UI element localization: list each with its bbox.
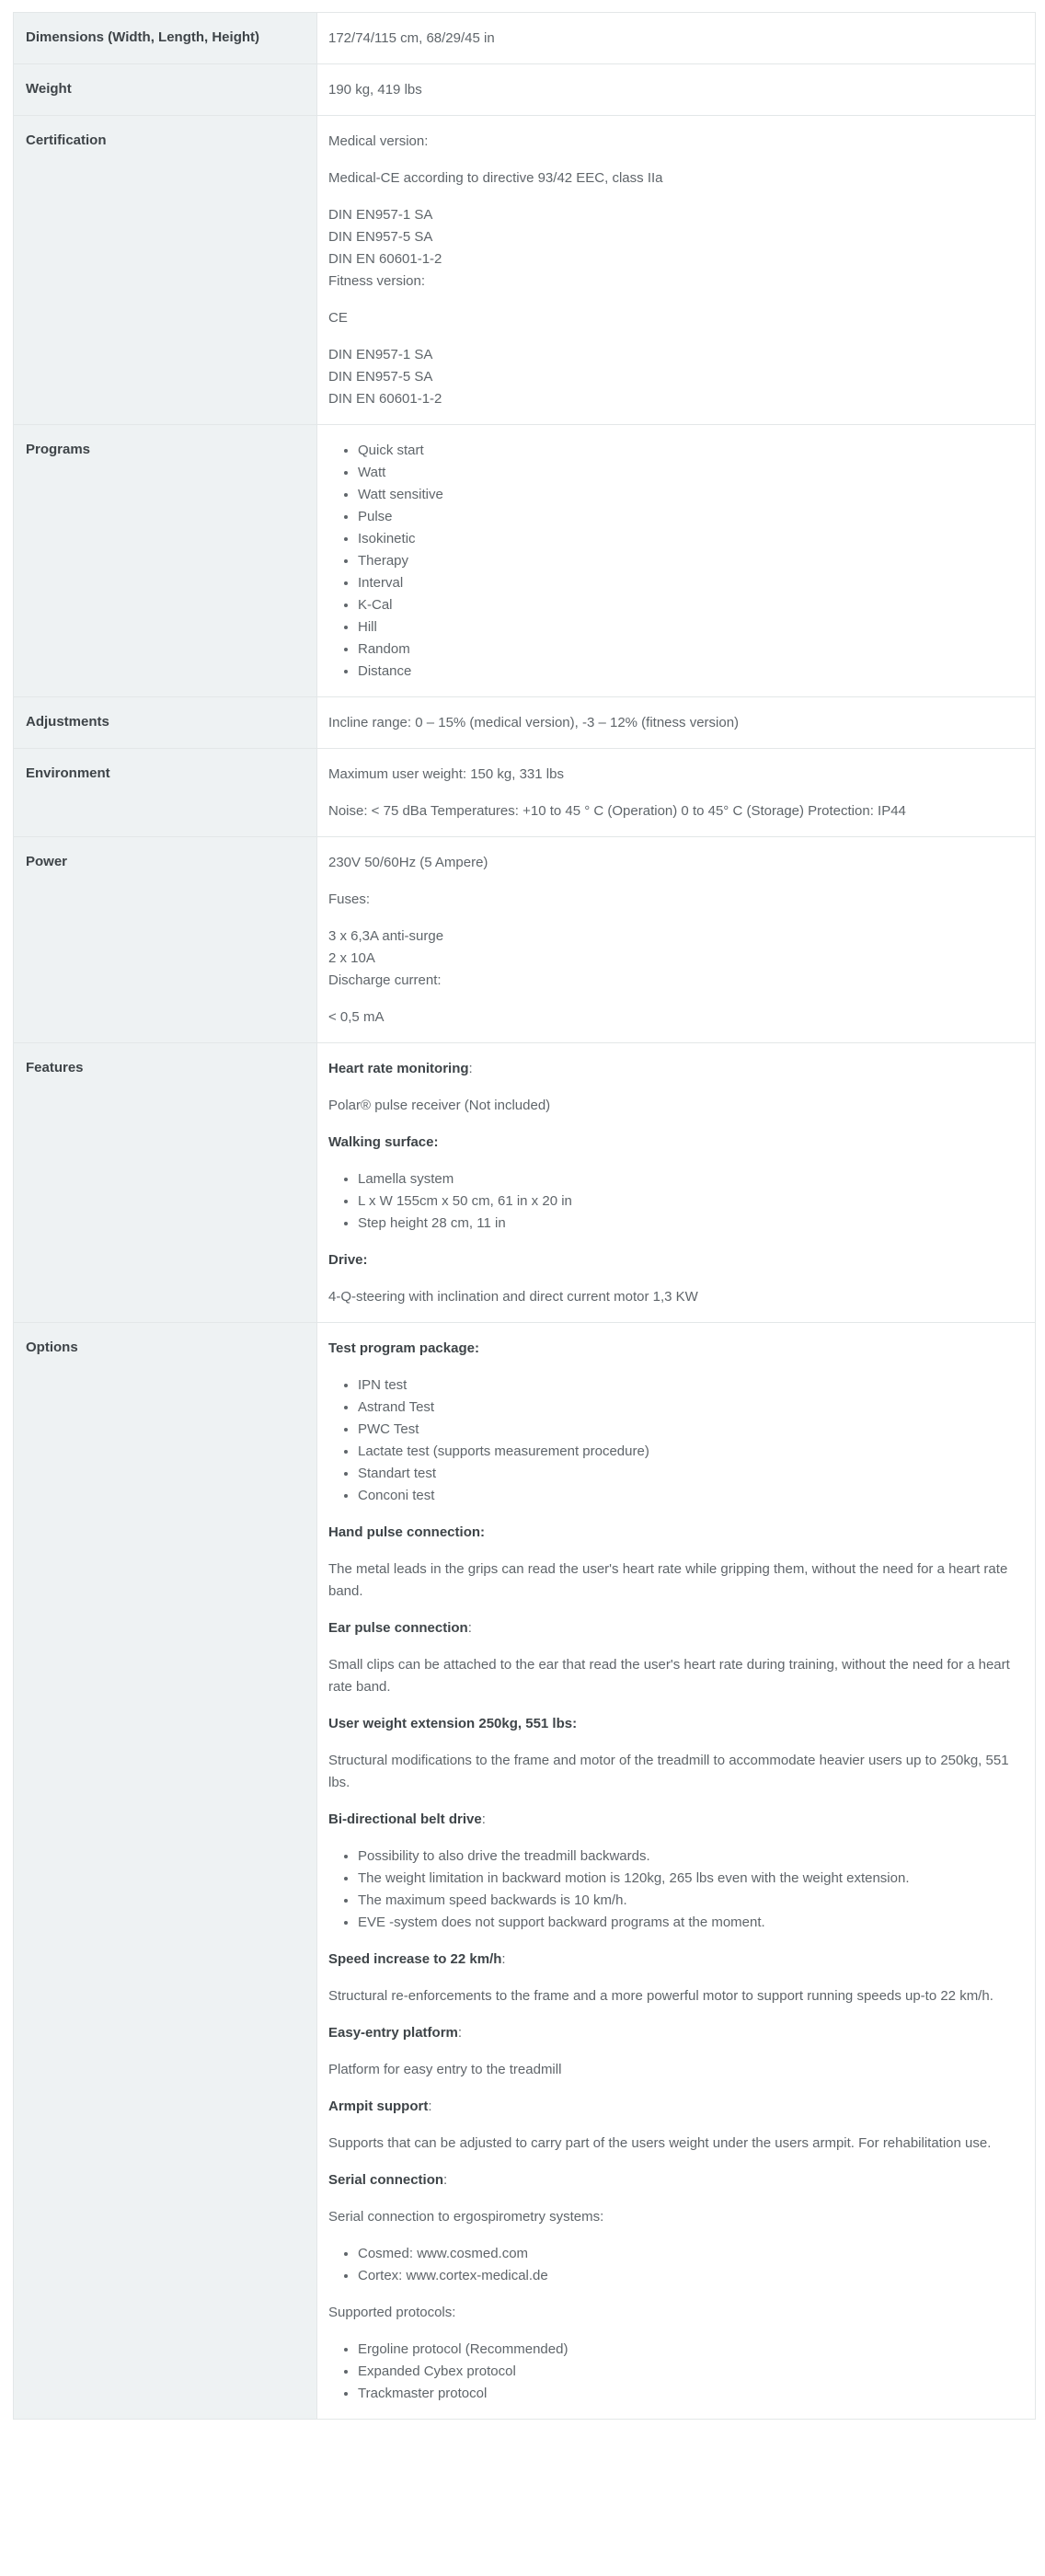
spec-row-dimensions [14,13,1035,64]
spec-row-programs [14,425,1035,697]
spec-label: Certification [14,116,317,424]
list-item: • Pulse [358,506,1024,528]
list-item: • Hill [358,616,1024,638]
bidirectional-list [328,1846,1024,1934]
spec-row-power [14,837,1035,1043]
list-item: • Astrand Test [358,1397,1024,1419]
test-program-heading: Test program package: [328,1340,479,1356]
ear-pulse-heading [328,1617,1024,1639]
list-item: • Trackmaster protocol [358,2383,1024,2405]
fuses-lines [328,926,1024,970]
heading-text: Heart rate monitoring [328,1061,469,1076]
spec-row-features [14,1043,1035,1323]
list-item: • The maximum speed backwards is 10 km/h. [358,1890,1024,1912]
spec-row-environment [14,749,1035,837]
supported-protocols-text: Supported protocols: [328,2305,456,2320]
medical-norms [328,204,1024,270]
list-item: • Watt sensitive [358,484,1024,506]
spec-label: Weight [14,64,317,115]
protocols-list [328,2339,1024,2405]
heart-rate-text: Polar® pulse receiver (Not included) [328,1098,551,1113]
heading-text: Ear pulse connection [328,1620,468,1636]
adjustments-value: Incline range: 0 – 15% (medical version), -3 – 12% (fitness version) [328,715,740,730]
list-item: • Isokinetic [358,528,1024,550]
list-item: • Expanded Cybex protocol [358,2361,1024,2383]
heading-text: Bi-directional belt drive [328,1811,482,1827]
hand-pulse-heading: Hand pulse connection: [328,1524,486,1540]
list-item: • EVE -system does not support backward programs at the moment. [358,1912,1024,1934]
drive-text: 4-Q-steering with inclination and direct current motor 1,3 KW [328,1289,698,1305]
list-item: • IPN test [358,1374,1024,1397]
list-item: • Interval [358,572,1024,594]
spec-value [317,116,1035,424]
list-item: • PWC Test [358,1419,1024,1441]
armpit-support-text: Supports that can be adjusted to carry part of the users weight under the users armpit. For rehabilitation use. [328,2135,992,2151]
heading-colon: : [468,1061,473,1076]
spec-value [317,1323,1035,2419]
ear-pulse-text: Small clips can be attached to the ear that read the user's heart rate during training, without the need for a heart rate band. [328,1657,1010,1695]
fitness-norms [328,344,1024,410]
discharge-value: < 0,5 mA [328,1009,385,1025]
norm-line: DIN EN957-5 SA [328,229,433,245]
list-item: • Standart test [358,1463,1024,1485]
list-item: • Conconi test [358,1485,1024,1507]
list-item: • The weight limitation in backward motion is 120kg, 265 lbs even with the weight extension. [358,1868,1024,1890]
list-item: • Step height 28 cm, 11 in [358,1213,1024,1235]
heading-text: Serial connection [328,2172,444,2188]
medical-ce-text: Medical-CE according to directive 93/42 EEC, class IIa [328,170,663,186]
spec-value [317,697,1035,748]
walking-surface-heading: Walking surface: [328,1134,439,1150]
fitness-version-heading: Fitness version: [328,273,426,289]
fuses-heading: Fuses: [328,891,371,907]
specifications-table [13,12,1036,2420]
speed-increase-text: Structural re-enforcements to the frame and a more powerful motor to support running speeds up-to 22 km/h. [328,1988,993,2004]
spec-label: Dimensions (Width, Length, Height) [14,13,317,63]
spec-value [317,749,1035,836]
spec-label: Power [14,837,317,1042]
spec-row-weight [14,64,1035,116]
spec-label: Adjustments [14,697,317,748]
fitness-ce-text: CE [328,310,348,326]
spec-label: Features [14,1043,317,1322]
spec-row-certification [14,116,1035,425]
spec-label: Programs [14,425,317,696]
heading-colon: : [457,2025,463,2041]
spec-row-adjustments [14,697,1035,749]
weight-extension-heading: User weight extension 250kg, 551 lbs: [328,1716,578,1731]
armpit-support-heading [328,2096,1024,2118]
spec-label: Environment [14,749,317,836]
norm-line: DIN EN957-1 SA [328,347,433,362]
programs-list [328,440,1024,683]
medical-version-heading: Medical version: [328,133,429,149]
fuse-line: 2 x 10A [328,950,375,966]
easy-entry-heading [328,2022,1024,2044]
heading-colon: : [501,1951,506,1967]
list-item: • Ergoline protocol (Recommended) [358,2339,1024,2361]
weight-value: 190 kg, 419 lbs [328,82,422,98]
heading-colon: : [443,2172,448,2188]
list-item: • Possibility to also drive the treadmill backwards. [358,1846,1024,1868]
hand-pulse-text: The metal leads in the grips can read the user's heart rate while gripping them, without the need for a heart rate band. [328,1561,1008,1599]
fuse-line: 3 x 6,3A anti-surge [328,928,444,944]
list-item: • Random [358,638,1024,661]
list-item: • Watt [358,462,1024,484]
list-item: • Lamella system [358,1168,1024,1190]
serial-systems-list [328,2243,1024,2287]
dimensions-value: 172/74/115 cm, 68/29/45 in [328,30,495,46]
list-item: • Cortex: www.cortex-medical.de [358,2265,1024,2287]
spec-value [317,64,1035,115]
norm-line: DIN EN957-5 SA [328,369,433,385]
max-user-weight-text: Maximum user weight: 150 kg, 331 lbs [328,766,564,782]
heading-colon: : [481,1811,486,1827]
spec-value [317,1043,1035,1322]
heading-text: Easy-entry platform [328,2025,458,2041]
list-item: • Quick start [358,440,1024,462]
spec-value [317,837,1035,1042]
list-item: • Cosmed: www.cosmed.com [358,2243,1024,2265]
heading-text: Speed increase to 22 km/h [328,1951,502,1967]
voltage-text: 230V 50/60Hz (5 Ampere) [328,855,488,870]
spec-label: Options [14,1323,317,2419]
list-item: • L x W 155cm x 50 cm, 61 in x 20 in [358,1190,1024,1213]
speed-increase-heading [328,1949,1024,1971]
weight-extension-text: Structural modifications to the frame and motor of the treadmill to accommodate heavier users up to 250kg, 551 lbs. [328,1753,1009,1790]
norm-line: DIN EN957-1 SA [328,207,433,223]
serial-connection-text: Serial connection to ergospirometry systems: [328,2209,604,2225]
walking-surface-list [328,1168,1024,1235]
list-item: • Distance [358,661,1024,683]
discharge-heading: Discharge current: [328,972,442,988]
heading-text: Armpit support [328,2099,429,2114]
bidirectional-heading [328,1809,1024,1831]
list-item: • Therapy [358,550,1024,572]
heading-colon: : [467,1620,472,1636]
heading-colon: : [428,2099,432,2114]
spec-value [317,13,1035,63]
norm-line: DIN EN 60601-1-2 [328,251,442,267]
easy-entry-text: Platform for easy entry to the treadmill [328,2062,562,2077]
drive-heading: Drive: [328,1252,368,1268]
test-program-list [328,1374,1024,1507]
norm-line: DIN EN 60601-1-2 [328,391,442,407]
spec-value [317,425,1035,696]
noise-text: Noise: < 75 dBa Temperatures: +10 to 45 ° C (Operation) 0 to 45° C (Storage) Protection: IP44 [328,803,906,819]
spec-row-options [14,1323,1035,2419]
serial-connection-heading [328,2169,1024,2191]
list-item: • K-Cal [358,594,1024,616]
list-item: • Lactate test (supports measurement procedure) [358,1441,1024,1463]
heart-rate-heading [328,1058,1024,1080]
